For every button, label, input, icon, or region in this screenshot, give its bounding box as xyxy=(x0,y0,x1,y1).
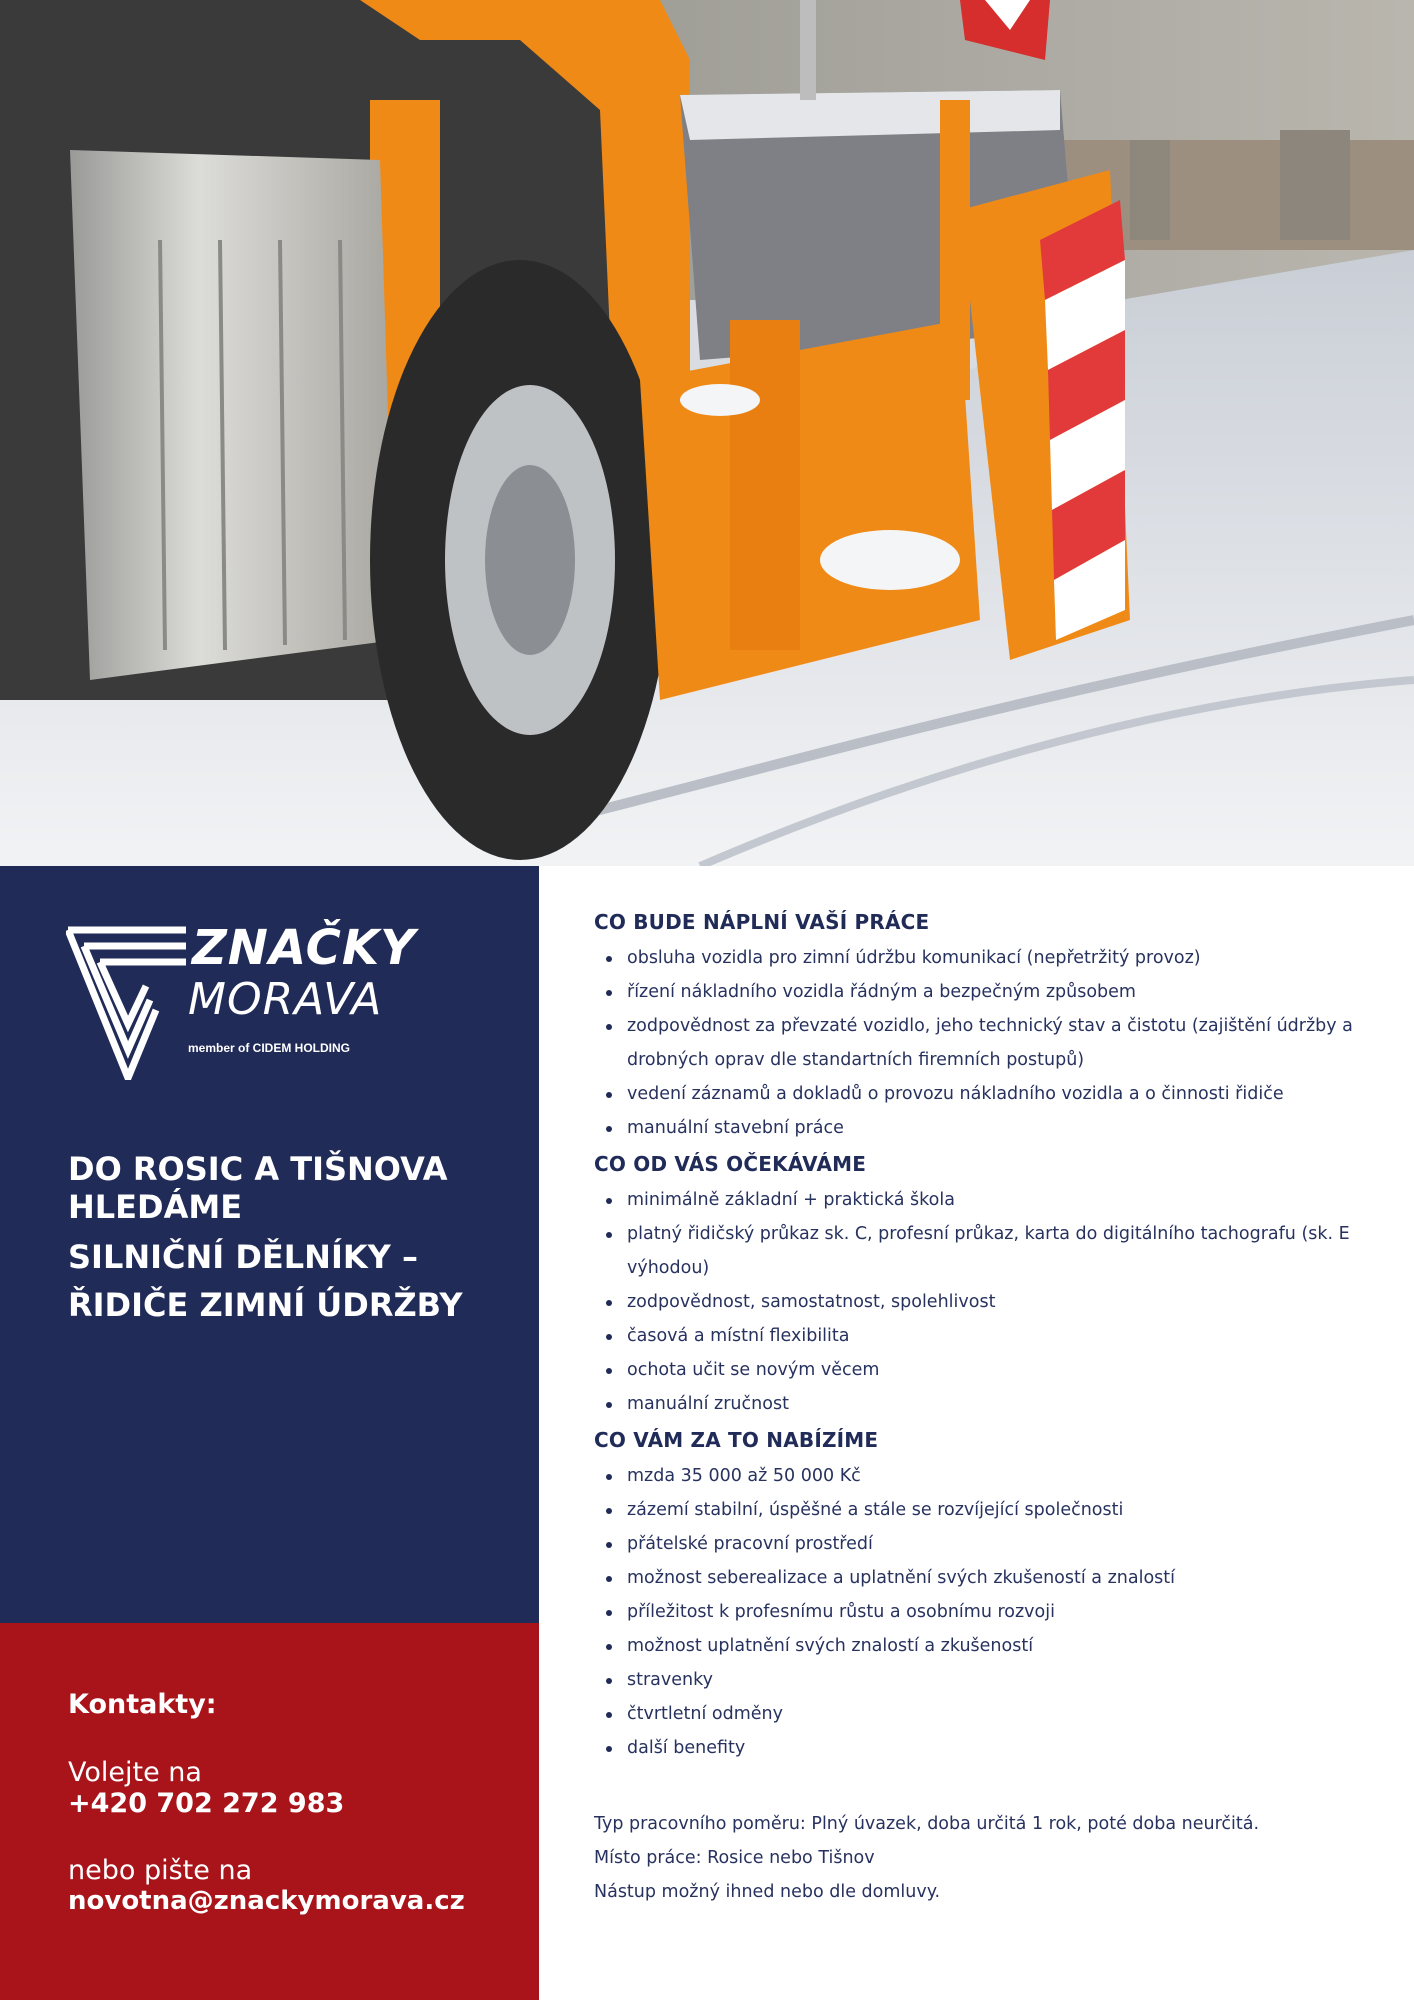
list-item: čtvrtletní odměny xyxy=(594,1697,1384,1731)
hero-photo-snowplow-truck xyxy=(0,0,1414,866)
list-item: obsluha vozidla pro zimní údržbu komunikací (nepřetržitý provoz) xyxy=(594,941,1384,975)
employment-info xyxy=(594,1807,1384,1909)
benefits-list xyxy=(594,1459,1384,1765)
list-item: možnost seberealizace a uplatnění svých zkušeností a znalostí xyxy=(594,1561,1384,1595)
phone-link[interactable]: +420 702 272 983 xyxy=(68,1788,345,1819)
list-item: manuální stavební práce xyxy=(594,1111,1384,1145)
call-label: Volejte na xyxy=(68,1757,202,1788)
section-duties xyxy=(594,903,1384,1145)
write-label: nebo pište na xyxy=(68,1855,253,1886)
list-item: mzda 35 000 až 50 000 Kč xyxy=(594,1459,1384,1493)
section-title: CO VÁM ZA TO NABÍZÍME xyxy=(594,1428,879,1452)
list-item: minimálně základní + praktická škola xyxy=(594,1183,1384,1217)
headline-line-4: ŘIDIČE ZIMNÍ ÚDRŽBY xyxy=(68,1286,463,1324)
snowplow-illustration xyxy=(0,0,1414,866)
logo-member-text: member of CIDEM HOLDING xyxy=(188,1041,351,1055)
list-item: možnost uplatnění svých znalostí a zkušeností xyxy=(594,1629,1384,1663)
list-item: manuální zručnost xyxy=(594,1387,1384,1421)
job-details xyxy=(594,903,1384,1909)
company-logo xyxy=(66,920,446,1080)
logo-name: ZNAČKY xyxy=(192,920,416,976)
list-item: příležitost k profesnímu růstu a osobnímu rozvoji xyxy=(594,1595,1384,1629)
section-benefits xyxy=(594,1421,1384,1765)
list-item: zázemí stabilní, úspěšné a stále se rozvíjející společnosti xyxy=(594,1493,1384,1527)
work-location: Místo práce: Rosice nebo Tišnov xyxy=(594,1848,875,1868)
list-item: časová a místní flexibilita xyxy=(594,1319,1384,1353)
list-item: zodpovědnost, samostatnost, spolehlivost xyxy=(594,1285,1384,1319)
headline-line-3: SILNIČNÍ DĚLNÍKY – xyxy=(68,1238,418,1276)
email-link[interactable]: novotna@znackymorava.cz xyxy=(68,1886,465,1916)
list-item: přátelské pracovní prostředí xyxy=(594,1527,1384,1561)
requirements-list xyxy=(594,1183,1384,1421)
intro-panel xyxy=(0,866,539,1623)
employment-type: Typ pracovního poměru: Plný úvazek, doba určitá 1 rok, poté doba neurčitá. xyxy=(594,1814,1260,1834)
list-item: další benefity xyxy=(594,1731,1384,1765)
list-item: vedení záznamů a dokladů o provozu nákladního vozidla a o činnosti řidiče xyxy=(594,1077,1384,1111)
contacts-title: Kontakty: xyxy=(68,1689,217,1720)
logo-subname: MORAVA xyxy=(188,974,383,1025)
section-title: CO BUDE NÁPLNÍ VAŠÍ PRÁCE xyxy=(594,910,930,934)
list-item: stravenky xyxy=(594,1663,1384,1697)
job-headline xyxy=(68,1150,508,1324)
list-item: ochota učit se novým věcem xyxy=(594,1353,1384,1387)
headline-line-2: HLEDÁME xyxy=(68,1188,243,1226)
headline-line-1: DO ROSIC A TIŠNOVA xyxy=(68,1150,448,1188)
logo-chevron-icon xyxy=(66,920,186,1080)
list-item: řízení nákladního vozidla řádným a bezpečným způsobem xyxy=(594,975,1384,1009)
contacts-panel xyxy=(0,1623,539,2000)
duties-list xyxy=(594,941,1384,1145)
list-item: platný řidičský průkaz sk. C, profesní průkaz, karta do digitálního tachografu (sk. E výhodou) xyxy=(594,1217,1384,1285)
section-requirements xyxy=(594,1145,1384,1421)
list-item: zodpovědnost za převzaté vozidlo, jeho technický stav a čistotu (zajištění údržby a drobných oprav dle standartních firemních postupů) xyxy=(594,1009,1384,1077)
section-title: CO OD VÁS OČEKÁVÁME xyxy=(594,1152,867,1176)
start-date: Nástup možný ihned nebo dle domluvy. xyxy=(594,1882,941,1902)
